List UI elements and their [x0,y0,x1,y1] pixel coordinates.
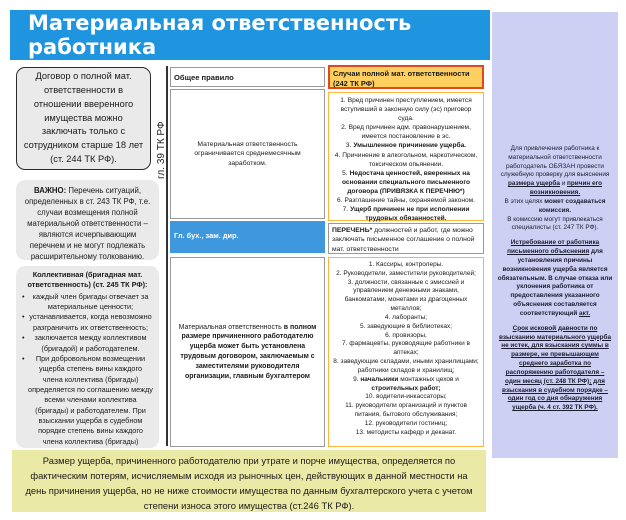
general-rule-cell: Материальная ответственность ограничивается среднемесячным заработком. [170,89,325,219]
list-item: 7. фармацевты, руководящие работники в аптеках; [342,340,470,357]
list-item: 8. заведующие складами, иными хранилищами; работники складов и хранилищ; [333,358,479,374]
list-item: 10. водители-инкассаторы; [365,393,447,401]
list-item: строительных работ; [371,384,441,392]
list-item: 7. Ущерб причинен не при исполнении трудовых обязанностей. [342,206,470,223]
list-item: 2. Руководители, заместители руководителей; [336,269,476,277]
list-item: 1. Кассиры, контролеры. [368,261,444,268]
list-item: 5. заведующие в библиотеках; [359,322,453,330]
list-item: 13. методисты кафедр и деканат. [355,428,457,436]
collective-list [22,292,153,458]
damage-size-note: Размер ущерба, причиненного работодателю при утрате и порче имущества, определяется по фактическим потерям, исчисляемым исходя из рыночных цен, действующих в данной местности на день причинения ущерба, но не ниже стоимости имущества по данным бухгалтерского учета с учетом степени износа этого имущества (ст.246 ТК РФ). [12,450,486,512]
list-item: • заключается между коллективом (бригадой) и работодателем. [22,333,153,354]
list-item: 3. Умышленное причинение ущерба. [345,142,467,150]
list-item: 3. должности, связанные с эмиссией и управлением денежными знаками, банкоматами, монетами из драгоценных металлов; [344,278,468,313]
contract-age-note: Договор о полной мат. ответственности в отношении вверенного имущества можно заключать только с сотрудником старше 18 лет (ст. 244 ТК РФ). [16,67,151,170]
chapter-label: гл. 39 ТК РФ [156,121,167,179]
list-item: 12. руководители гостиниц; [364,419,448,427]
collective-liability-note [16,266,159,448]
sidebar-paragraph-limitation: Срок исковой давности по взысканию материального ущерба не истек, для взыскания суммы в размере, не превышающем среднего заработка по распоряжению работодателя – один месяц (ст. 248 ТК РФ); для взыскания в судебном порядке – один год со дня обнаружения ущерба (ч. 4 ст. 392 ТК РФ). [498,324,612,412]
list-item: 4. Причинение в алкогольном, наркотическом, токсическом опьянении. [334,151,478,168]
sidebar-paragraph-explanation: Истребование от работника письменного объяснения для установления причины возникновения ущерба является обязательным. В случае отказа или уклонения работника от предоставления указанного объяснения составляется соответствующий акт. [497,239,613,317]
full-liability-header: Случаи полной мат. ответственности (242 ТК РФ) [328,65,484,89]
list-item: 6. провизоры, [385,331,427,339]
collective-title: Коллективная (бригадная мат. ответственность) (ст. 245 ТК РФ): [27,270,148,290]
list-item: 2. Вред причинен адм. правонарушением, имеется постановление в эс. [341,124,471,141]
heads-header: Гл. бух., зам. дир. [170,221,325,253]
list-item: 5. Недостача ценностей, вверенных на основании специального письменного договора (ПРИВЯЗКА К ПЕРЕЧНЮ*) [341,169,471,195]
list-item: • устанавливается, когда невозможно разграничить их ответственность; [22,312,153,333]
heads-liability-cell: Материальная ответственность в полном размере причиненного работодателю ущерба может быть установлена трудовым договором, заключаемым с заместителями руководителя организации, главным бухгалтером [170,257,325,447]
list-item: 11. руководители организаций и пунктов питания, бытового обслуживания; [345,402,467,419]
list-item: 1. Вред причинен преступлением, имеется вступивший в законную силу (эс) приговор суда. [340,97,472,123]
sidebar-notes [492,12,618,458]
general-rule-header: Общее правило [170,67,325,87]
list-item: 4. лаборанты; [384,313,428,321]
page-title: Материальная ответственность работника [10,10,490,60]
important-note: ВАЖНО: Перечень ситуаций, определенных в ст. 243 ТК РФ, т.е. случаи возмещения полной материальной ответственности – являются исчерпывающим перечнем и не могут подлежать расширительному толкованию. [16,180,159,260]
full-liability-cases [328,92,484,221]
list-item: 9. начальники монтажных цехов и [353,375,459,383]
list-item: • каждый член бригады отвечает за материальные ценности; [22,292,153,313]
list-item: 6. Разглашение тайны, охраняемой законом. [337,197,475,205]
positions-list-header: ПЕРЕЧЕНЬ* должностей и работ, где можно заключать письменное соглашение о полной мат. ответственности [328,223,484,254]
sidebar-paragraph-inspection: Для привлечения работника к материальной ответственности работодатель ОБЯЗАН провести служебную проверку для выяснения размера ущерба и причин его возникновения. В этих целях может создаваться комиссия. В комиссию могут привлекаться специалисты (ст. 247 ТК РФ). [500,145,610,232]
list-item: • При добровольном возмещении ущерба степень вины каждого члена коллектива (бригады) определяется по соглашению между всеми членами коллектива (бригады) и работодателем. При взыскании ущерба в судебном порядке степень вины каждого члена коллектива (бригады) [22,354,153,458]
positions-list [328,257,484,447]
